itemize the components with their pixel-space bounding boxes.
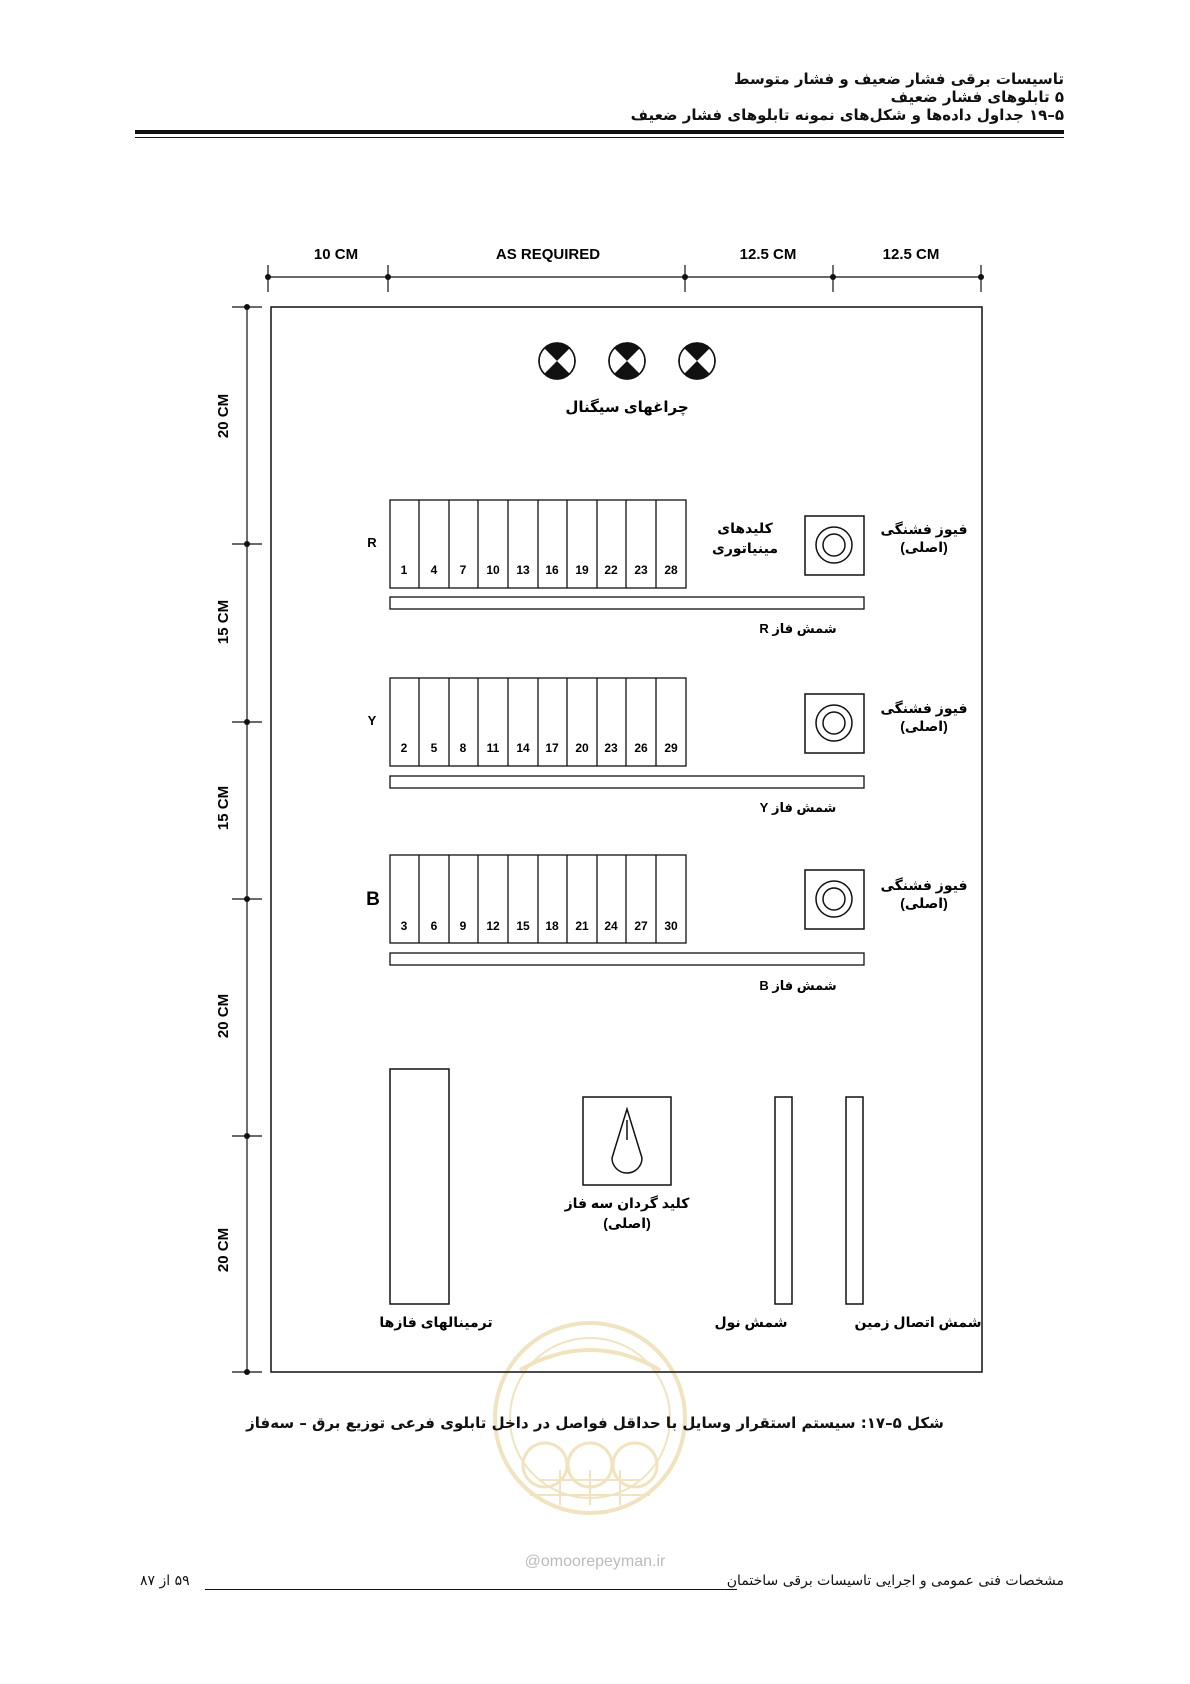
mcb-label-line-2: مینیاتوری	[712, 540, 778, 556]
phase-letter-b: B	[366, 889, 380, 910]
busbar-label-y: شمش فاز Y	[759, 800, 837, 815]
phase-row-r	[367, 500, 967, 636]
mcb-number: 29	[664, 741, 678, 755]
mcb-number: 4	[430, 563, 438, 577]
mcb-number: 11	[486, 741, 500, 755]
phase-terminals-label: ترمینالهای فازها	[379, 1314, 493, 1330]
mcb-number: 22	[604, 563, 618, 577]
fuse-label-r-1: فیوز فشنگی	[880, 521, 968, 537]
mcb-number: 15	[516, 919, 530, 933]
busbar-y	[390, 776, 864, 788]
watermark-text: @omoorepeyman.ir	[524, 1553, 666, 1570]
mcb-number: 6	[430, 919, 438, 933]
mcb-number: 2	[400, 741, 408, 755]
mcb-number: 18	[545, 919, 559, 933]
header-line-1: تاسیسات برقی فشار ضعیف و فشار متوسط	[733, 70, 1064, 88]
dim-left-5: 20 CM	[215, 1227, 232, 1273]
rotary-switch	[583, 1097, 671, 1185]
fuse-label-b-1: فیوز فشنگی	[880, 877, 968, 893]
dim-left-4: 20 CM	[215, 993, 232, 1039]
phase-letter-r: R	[367, 535, 377, 550]
footer-title: مشخصات فنی عمومی و اجرایی تاسیسات برقی ساختمان	[726, 1573, 1064, 1589]
mcb-number: 26	[634, 741, 648, 755]
neutral-bar-label: شمش نول	[714, 1314, 788, 1330]
fuse-label-y-2: (اصلی)	[900, 718, 948, 734]
dim-left-2: 15 CM	[215, 599, 232, 645]
mcb-number: 13	[516, 563, 530, 577]
mcb-number: 8	[459, 741, 467, 755]
phase-row-b	[366, 855, 967, 993]
phase-terminals	[390, 1069, 449, 1304]
dim-top-4: 12.5 CM	[882, 246, 940, 263]
signal-lamps	[539, 343, 715, 379]
mcb-number: 17	[545, 741, 559, 755]
mcb-number: 21	[575, 919, 589, 933]
mcb-number: 19	[575, 563, 589, 577]
earth-bar-label: شمش اتصال زمین	[854, 1314, 982, 1330]
mcb-number: 10	[486, 563, 500, 577]
neutral-bar	[775, 1097, 792, 1304]
header-line-2: ۵ تابلوهای فشار ضعیف	[890, 88, 1064, 106]
figure-caption: شکل ۵–۱۷: سیستم استقرار وسایل با حداقل فواصل در داخل تابلوی فرعی توزیع برق – سه‌فاز	[246, 1414, 944, 1432]
header-line-3: ۵–۱۹ جداول داده‌ها و شکل‌های نمونه تابلوهای فشار ضعیف	[630, 106, 1064, 124]
mcb-number: 16	[545, 563, 559, 577]
panel-outline	[271, 307, 982, 1372]
mcb-number: 30	[664, 919, 678, 933]
mcb-number: 28	[664, 563, 678, 577]
rotary-switch-label-2: (اصلی)	[603, 1215, 651, 1231]
phase-letter-y: Y	[367, 713, 377, 728]
mcb-number: 23	[604, 741, 618, 755]
dim-left-3: 15 CM	[215, 785, 232, 831]
fuse-b	[805, 870, 864, 929]
dim-left-1: 20 CM	[215, 393, 232, 439]
rotary-switch-label-1: کلید گردان سه فاز	[564, 1195, 690, 1211]
mcb-number: 14	[516, 741, 530, 755]
mcb-number: 5	[430, 741, 438, 755]
fuse-label-y-1: فیوز فشنگی	[880, 700, 968, 716]
mcb-number: 23	[634, 563, 648, 577]
mcb-label-line-1: کلیدهای	[717, 520, 773, 536]
dim-top-1: 10 CM	[313, 246, 359, 263]
mcb-number: 24	[604, 919, 618, 933]
fuse-y	[805, 694, 864, 753]
earth-bar	[846, 1097, 863, 1304]
left-dimension-line	[232, 305, 262, 1372]
mcb-number: 9	[459, 919, 467, 933]
phase-row-y	[368, 678, 968, 815]
busbar-r	[390, 597, 864, 609]
dim-top-2: AS REQUIRED	[495, 246, 601, 263]
dim-top-3: 12.5 CM	[739, 246, 797, 263]
fuse-label-r-2: (اصلی)	[900, 539, 948, 555]
mcb-number: 1	[400, 563, 408, 577]
busbar-label-b: شمش فاز B	[759, 978, 837, 993]
footer-rule	[205, 1589, 737, 1590]
footer-page-number: ۵۹ از ۸۷	[140, 1573, 190, 1589]
top-dimension-line	[268, 265, 983, 292]
mcb-number: 12	[486, 919, 500, 933]
signal-lamps-label: چراغهای سیگنال	[565, 399, 689, 416]
mcb-number: 7	[459, 563, 467, 577]
mcb-number: 27	[634, 919, 648, 933]
mcb-number: 20	[575, 741, 589, 755]
busbar-b	[390, 953, 864, 965]
busbar-label-r: شمش فاز R	[759, 621, 837, 636]
fuse-label-b-2: (اصلی)	[900, 895, 948, 911]
fuse-r	[805, 516, 864, 575]
mcb-number: 3	[400, 919, 408, 933]
